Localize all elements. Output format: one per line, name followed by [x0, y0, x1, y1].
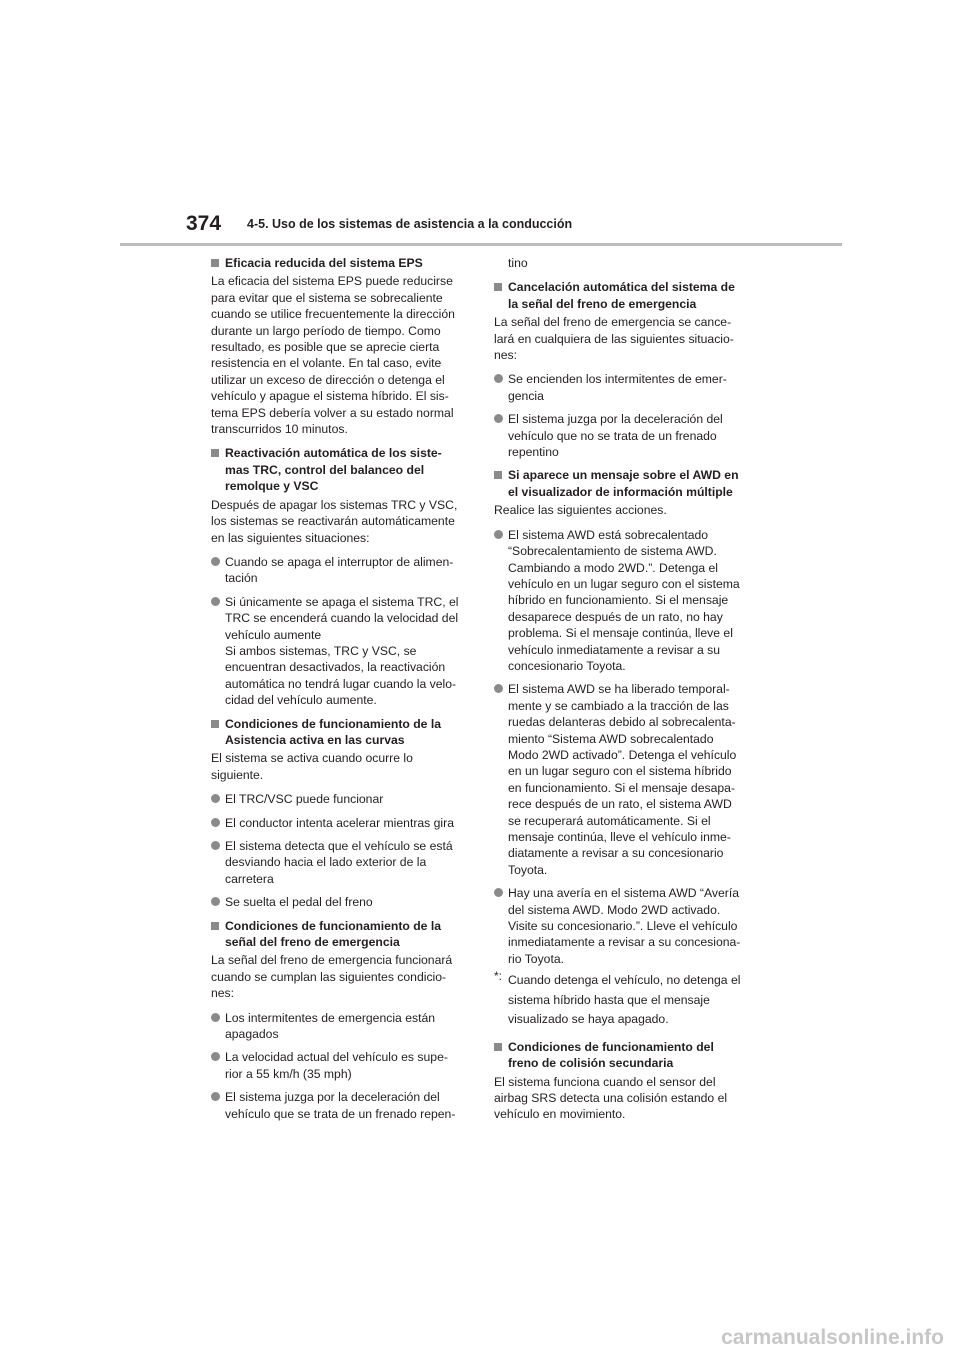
section-heading-curve-assist: Condiciones de funcionamiento de la Asistencia activa en las curvas: [211, 716, 473, 749]
circle-bullet-icon: [494, 414, 503, 423]
section-paragraph: La eficacia del sistema EPS puede reducirse para evitar que el sistema se sobrecaliente cuando se utilice frecuentemente la dirección durante un largo período de tiempo. Como resultado, es posible que se aprecie cierta resistencia en el volante. En tal caso, evite utilizar un exceso de dirección o detenga el vehículo y apague el sistema híbrido. El sis- tema EPS debería volver a su estado normal transcurridos 10 minutos.: [211, 274, 455, 437]
section-paragraph: Realice las siguientes acciones.: [494, 503, 667, 518]
continued-text: tino: [508, 256, 528, 270]
footnote: *: Cuando detenga el vehículo, no detenga el sistema híbrido hasta que el mensaje visualizado se haya apagado.: [494, 969, 741, 1027]
section-heading-emergency-brake-signal: Condiciones de funcionamiento de la señal del freno de emergencia: [211, 918, 473, 951]
section-paragraph: El sistema funciona cuando el sensor del airbag SRS detecta una colisión estando el vehículo en movimiento.: [494, 1074, 728, 1122]
circle-bullet-icon: [211, 897, 220, 906]
list-item: El sistema detecta que el vehículo se está desviando hacia el lado exterior de la carretera: [211, 838, 473, 887]
square-bullet-icon: [211, 449, 219, 457]
section-heading-awd-message: Si aparece un mensaje sobre el AWD en el visualizador de información múltiple: [494, 467, 756, 500]
list-item: El sistema AWD se ha liberado temporal- mente y se cambiado a la tracción de las ruedas delanteras debido al sobrecalenta- miento “Sistema AWD sobrecalentado Modo 2WD activado”. Detenga el vehículo en un lugar seguro con el sistema híbrido en funcionamiento. Si el mensaje desapa- rece después de un rato, el sistema AWD se recuperará automáticamente. Si el mensaje continúa, lleve el vehículo inme- diatamente a revisar a su concesionario Toyota.: [494, 681, 756, 878]
list-item: El TRC/VSC puede funcionar: [211, 791, 473, 807]
circle-bullet-icon: [494, 684, 503, 693]
circle-bullet-icon: [211, 1052, 220, 1061]
section-paragraph: El sistema se activa cuando ocurre lo siguiente.: [211, 751, 413, 782]
chapter-title: 4-5. Uso de los sistemas de asistencia a la conducción: [247, 217, 573, 231]
section-heading-brake-signal-cancel: Cancelación automática del sistema de la señal del freno de emergencia: [494, 279, 756, 312]
section-heading-eps: Eficacia reducida del sistema EPS: [211, 255, 473, 271]
list-item: El sistema juzga por la deceleración del vehículo que se trata de un frenado repen-: [211, 1089, 473, 1122]
list-item: Se encienden los intermitentes de emer- gencia: [494, 371, 756, 404]
circle-bullet-icon: [211, 794, 220, 803]
circle-bullet-icon: [211, 597, 220, 606]
section-paragraph: La señal del freno de emergencia se cance- lará en cualquiera de las siguientes situacio- nes:: [494, 315, 734, 363]
right-column: [494, 255, 756, 1131]
list-item: Hay una avería en el sistema AWD “Avería del sistema AWD. Modo 2WD activado. Visite su concesionario.”. Lleve el vehículo inmediatamente a revisar a su concesiona- rio Toyota.: [494, 885, 756, 967]
circle-bullet-icon: [211, 1013, 220, 1022]
square-bullet-icon: [211, 720, 219, 728]
circle-bullet-icon: [211, 1092, 220, 1101]
circle-bullet-icon: [494, 888, 503, 897]
footnote-mark: *:: [494, 969, 503, 984]
section-heading-trc-reactivation: Reactivación automática de los siste- mas TRC, control del balanceo del remolque y VSC: [211, 445, 473, 494]
circle-bullet-icon: [494, 374, 503, 383]
square-bullet-icon: [494, 471, 502, 479]
list-item: Los intermitentes de emergencia están apagados: [211, 1010, 473, 1043]
list-item: Cuando se apaga el interruptor de alimen- tación: [211, 554, 473, 587]
circle-bullet-icon: [211, 557, 220, 566]
square-bullet-icon: [494, 283, 502, 291]
circle-bullet-icon: [211, 818, 220, 827]
section-heading-secondary-collision-brake: Condiciones de funcionamiento del freno de colisión secundaria: [494, 1039, 756, 1072]
section-paragraph: La señal del freno de emergencia funcionará cuando se cumplan las siguientes condicio- nes:: [211, 953, 453, 1001]
section-paragraph: Después de apagar los sistemas TRC y VSC, los sistemas se reactivarán automáticamente en las siguientes situaciones:: [211, 497, 458, 545]
list-item: Si únicamente se apaga el sistema TRC, el TRC se encenderá cuando la velocidad del vehículo aumente Si ambos sistemas, TRC y VSC, se encuentran desactivados, la reactivación automática no tendrá lugar cuando la velo- cidad del vehículo aumente.: [211, 594, 473, 709]
list-item: El conductor intenta acelerar mientras gira: [211, 815, 473, 831]
page-number: 374: [186, 212, 222, 235]
circle-bullet-icon: [211, 841, 220, 850]
list-item: El sistema juzga por la deceleración del vehículo que no se trata de un frenado repentino: [494, 411, 756, 460]
list-item: Se suelta el pedal del freno: [211, 894, 473, 910]
left-column: [211, 255, 473, 1129]
circle-bullet-icon: [494, 530, 503, 539]
square-bullet-icon: [211, 922, 219, 930]
square-bullet-icon: [494, 1043, 502, 1051]
list-item: El sistema AWD está sobrecalentado “Sobrecalentamiento de sistema AWD. Cambiando a modo 2WD.”. Detenga el vehículo en un lugar seguro con el sistema híbrido en funcionamiento. Si el mensaje desaparece después de un rato, no hay problema. Si el mensaje continúa, lleve el vehículo inmediatamente a revisar a su concesionario Toyota.: [494, 527, 756, 675]
square-bullet-icon: [211, 259, 219, 267]
header-rule: [120, 243, 842, 246]
list-item: La velocidad actual del vehículo es supe- rior a 55 km/h (35 mph): [211, 1049, 473, 1082]
watermark: carmanualsonline.info: [721, 1326, 944, 1349]
